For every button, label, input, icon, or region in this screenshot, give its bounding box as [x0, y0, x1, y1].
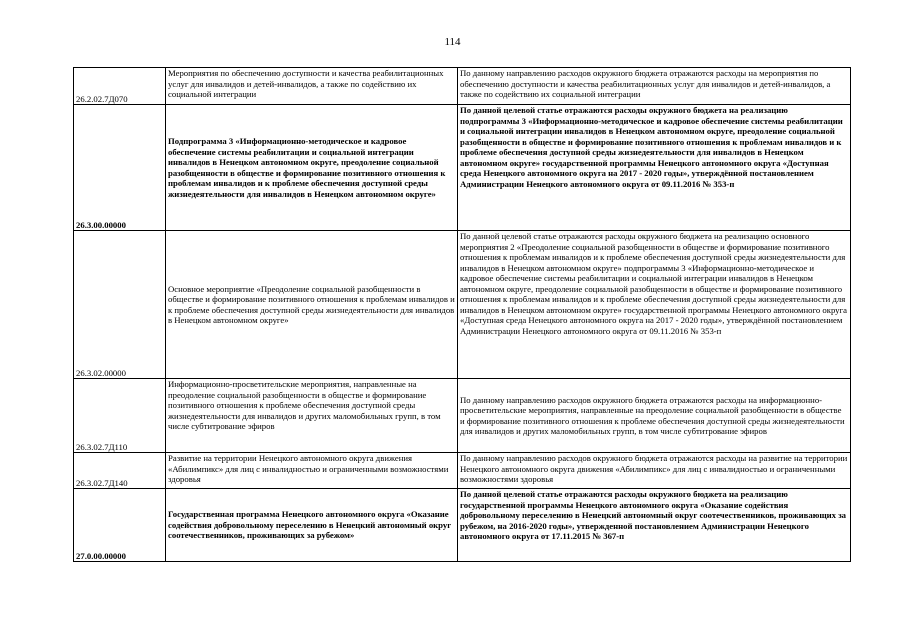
target-article-name: Основное мероприятие «Преодоление социальной разобщенности в обществе и формирование позитивного отношения к проблемам инвалидов и к проблеме обеспечения доступной среды жизнедеятельности для инвалидов в Ненецком автономном округе» — [166, 231, 458, 379]
target-article-description: По данному направлению расходов окружного бюджета отражаются расходы на информационно-просветительские мероприятия, направленные на преодоление социальной разобщенности в обществе и формирование позитивного отношения к проблеме обеспечения доступной среды жизнедеятельности для инвалидов и других маломобильных групп, в том числе субтитрование эфиров — [458, 379, 851, 453]
table-row — [74, 453, 851, 489]
budget-classification-table — [73, 67, 851, 562]
target-article-code: 26.3.02.7Д110 — [74, 379, 166, 453]
target-article-name: Государственная программа Ненецкого автономного округа «Оказание содействия добровольному переселению в Ненецкий автономный округ соотечественников, проживающих за рубежом» — [166, 489, 458, 562]
table-row — [74, 379, 851, 453]
table-row — [74, 68, 851, 105]
target-article-description: По данной целевой статье отражаются расходы окружного бюджета на реализацию государственной программы Ненецкого автономного округа «Оказание содействия добровольному переселению в Ненецкий автономный округ соотечественников, проживающих за рубежом, на 2016-2020 годы», утвержденной постановлением Администрации Ненецкого автономного округа от 17.11.2015 № 367-п — [458, 489, 851, 562]
table-row — [74, 231, 851, 379]
target-article-name: Развитие на территории Ненецкого автономного округа движения «Абилимпикс» для лиц с инвалидностью и ограниченными возможностями здоровья — [166, 453, 458, 489]
target-article-code: 26.3.00.00000 — [74, 105, 166, 231]
target-article-code: 26.3.02.7Д140 — [74, 453, 166, 489]
target-article-name: Информационно-просветительские мероприятия, направленные на преодоление социальной разобщенности в обществе и формирование позитивного отношения к проблеме обеспечения доступной среды жизнедеятельности для инвалидов и других маломобильных групп, в том числе субтитрование эфиров — [166, 379, 458, 453]
target-article-description: По данному направлению расходов окружного бюджета отражаются расходы на мероприятия по обеспечению доступности и качества реабилитационных услуг для инвалидов и детей-инвалидов, а также по содействию их социальной интеграции — [458, 68, 851, 105]
target-article-description: По данному направлению расходов окружного бюджета отражаются расходы на развитие на территории Ненецкого автономного округа движения «Абилимпикс» для лиц с инвалидностью и ограниченными возможностями здоровья — [458, 453, 851, 489]
target-article-description: По данной целевой статье отражаются расходы окружного бюджета на реализацию основного мероприятия 2 «Преодоление социальной разобщенности в обществе и формирование позитивного отношения к проблемам инвалидов и к проблеме обеспечения доступной среды жизнедеятельности для инвалидов в Ненецком автономном округе» подпрограммы 3 «Информационно-методическое и кадровое обеспечение системы реабилитации и социальной интеграции инвалидов в Ненецком автономном округе, преодоление социальной разобщенности в обществе и формирование позитивного отношения к проблемам инвалидов и к проблеме обеспечения доступной среды жизнедеятельности для инвалидов в Ненецком автономном округе» государственной программы Ненецкого автономного округа «Доступная среда Ненецкого автономного округа на 2017 - 2020 годы», утверждённой постановлением Администрации Ненецкого автономного округа от 09.11.2016 № 353-п — [458, 231, 851, 379]
target-article-description: По данной целевой статье отражаются расходы окружного бюджета на реализацию подпрограммы 3 «Информационно-методическое и кадровое обеспечение системы реабилитации и социальной интеграции инвалидов в Ненецком автономном округе, преодоление социальной разобщенности в обществе и формирование позитивного отношения к проблемам инвалидов и к проблеме обеспечения доступной среды жизнедеятельности для инвалидов в Ненецком автономном округе» государственной программы Ненецкого автономного округа «Доступная среда Ненецкого автономного округа на 2017 - 2020 годы», утверждённой постановлением Администрации Ненецкого автономного округа от 09.11.2016 № 353-п — [458, 105, 851, 231]
target-article-name: Мероприятия по обеспечению доступности и качества реабилитационных услуг для инвалидов и детей-инвалидов, а также по содействию их социальной интеграции — [166, 68, 458, 105]
target-article-code: 26.2.02.7Д070 — [74, 68, 166, 105]
page-number: 114 — [444, 36, 461, 48]
target-article-code: 27.0.00.00000 — [74, 489, 166, 562]
target-article-name: Подпрограмма 3 «Информационно-методическое и кадровое обеспечение системы реабилитации и социальной интеграции инвалидов в Ненецком автономном округе, преодоление социальной разобщенности в обществе и формирование позитивного отношения к проблемам инвалидов и к проблеме обеспечения доступной среды жизнедеятельности для инвалидов в Ненецком автономном округе» — [166, 105, 458, 231]
table-row — [74, 489, 851, 562]
target-article-code: 26.3.02.00000 — [74, 231, 166, 379]
table-row — [74, 105, 851, 231]
